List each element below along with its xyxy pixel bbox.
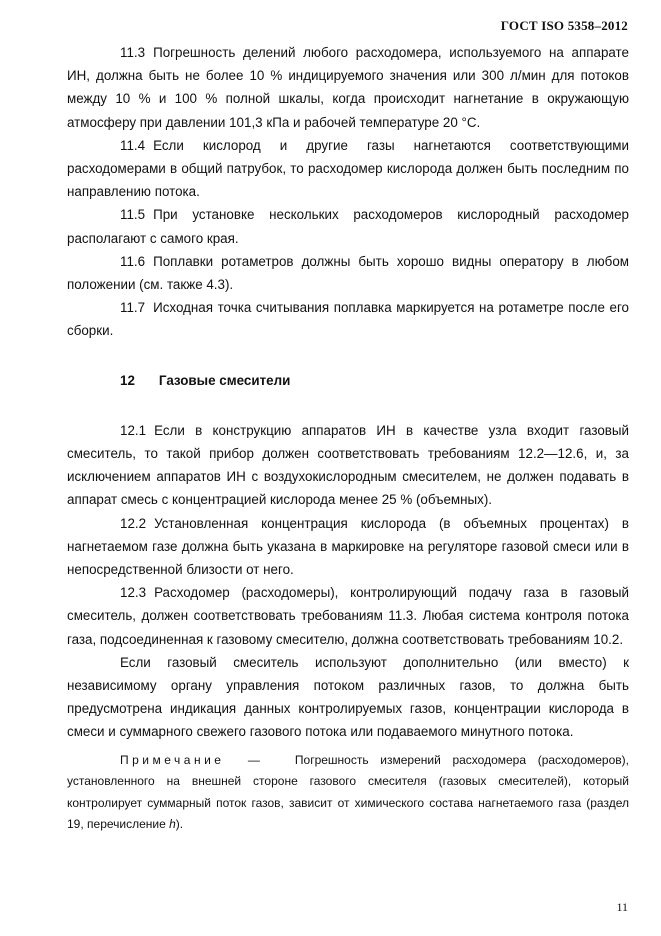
clause-text: Если кислород и другие газы нагнетаются соответствующими расходомерами в общий патрубок, то расходомер кислорода должен быть последним по направлению потока. [67,137,629,200]
section-heading [67,369,629,392]
section-number: 12 [120,372,135,388]
clause-number: 11.3 [120,45,146,60]
clause-text: Исходная точка считывания поплавка маркируется на ротаметре после его сборки. [67,300,629,339]
paragraph-11-5 [67,203,629,249]
note-dash: — [247,752,260,767]
clause-text: Погрешность делений любого расходомера, используемого на аппарате ИН, должна быть не более 10 % индицируемого значения или 300 л/мин для потоков между 10 % и 100 % полной шкалы, когда происходит нагнетание в окружающую атмосферу при давлении 101,3 кПа и рабочей температуре 20 °С. [67,45,629,130]
paragraph-12-3-continued [67,651,629,744]
clause-number: 11.4 [120,137,146,153]
paragraph-12-2 [67,512,629,582]
paragraph-12-3 [67,581,629,651]
clause-text: Расходомер (расходомеры), контролирующий подачу газа в газовый смеситель, должен соответствовать требованиям 11.3. Любая система контроля потока газа, подсоединенная к газовому смесителю, должна соответствовать требованиям 10.2. [67,585,629,647]
clause-number: 11.7 [120,300,146,316]
clause-text: Установленная концентрация кислорода (в объемных процентах) в нагнетаемом газе должна быть указана в маркировке на регуляторе газовой смеси или в непосредственной близости от него. [67,515,629,578]
clause-number: 12.3 [120,585,147,601]
clause-text: Если в конструкцию аппаратов ИН в качестве узла входит газовый смеситель, то такой прибор должен соответствовать требованиям 12.2—12.6, и, за исключением аппаратов ИН с воздухокислородным смесителем, не должен подавать в аппарат смесь с концентрацией кислорода менее 25 % (объемных). [67,422,629,508]
note [67,750,629,836]
note-italic: h [169,817,176,832]
clause-text: Если газовый смеситель используют дополнительно (или вместо) к независимому органу управления потоком различных газов, то должна быть предусмотрена индикация данных контролируемых газов, концентрации кислорода в смеси и суммарного свежего газового потока или подаваемого минутного потока. [67,654,629,740]
paragraph-11-6 [67,250,629,296]
clause-number: 12.2 [120,515,147,531]
clause-number: 12.1 [120,422,147,438]
note-text: Погрешность измерений расходомера (расходомеров), установленного на внешней стороне газового смесителя (газовых смесителей), который контролирует суммарный поток газов, зависит от химического состава нагнетаемого газа (раздел 19, перечисление [67,752,629,832]
clause-number: 11.6 [120,253,146,269]
document-body [67,41,629,836]
note-label: Примечание [120,752,225,767]
paragraph-11-3 [67,41,629,134]
document-header: ГОСТ ISO 5358–2012 [500,18,628,33]
note-tail: ). [175,817,184,832]
clause-number: 11.5 [120,207,146,223]
clause-text: При установке нескольких расходомеров кислородный расходомер располагают с самого края. [67,207,629,246]
clause-text: Поплавки ротаметров должны быть хорошо видны оператору в любом положении (см. также 4.3). [67,253,629,293]
paragraph-11-4 [67,134,629,204]
section-title: Газовые смесители [158,372,291,388]
paragraph-11-7 [67,296,629,342]
page-number: 11 [616,900,628,914]
paragraph-12-1 [67,419,629,512]
